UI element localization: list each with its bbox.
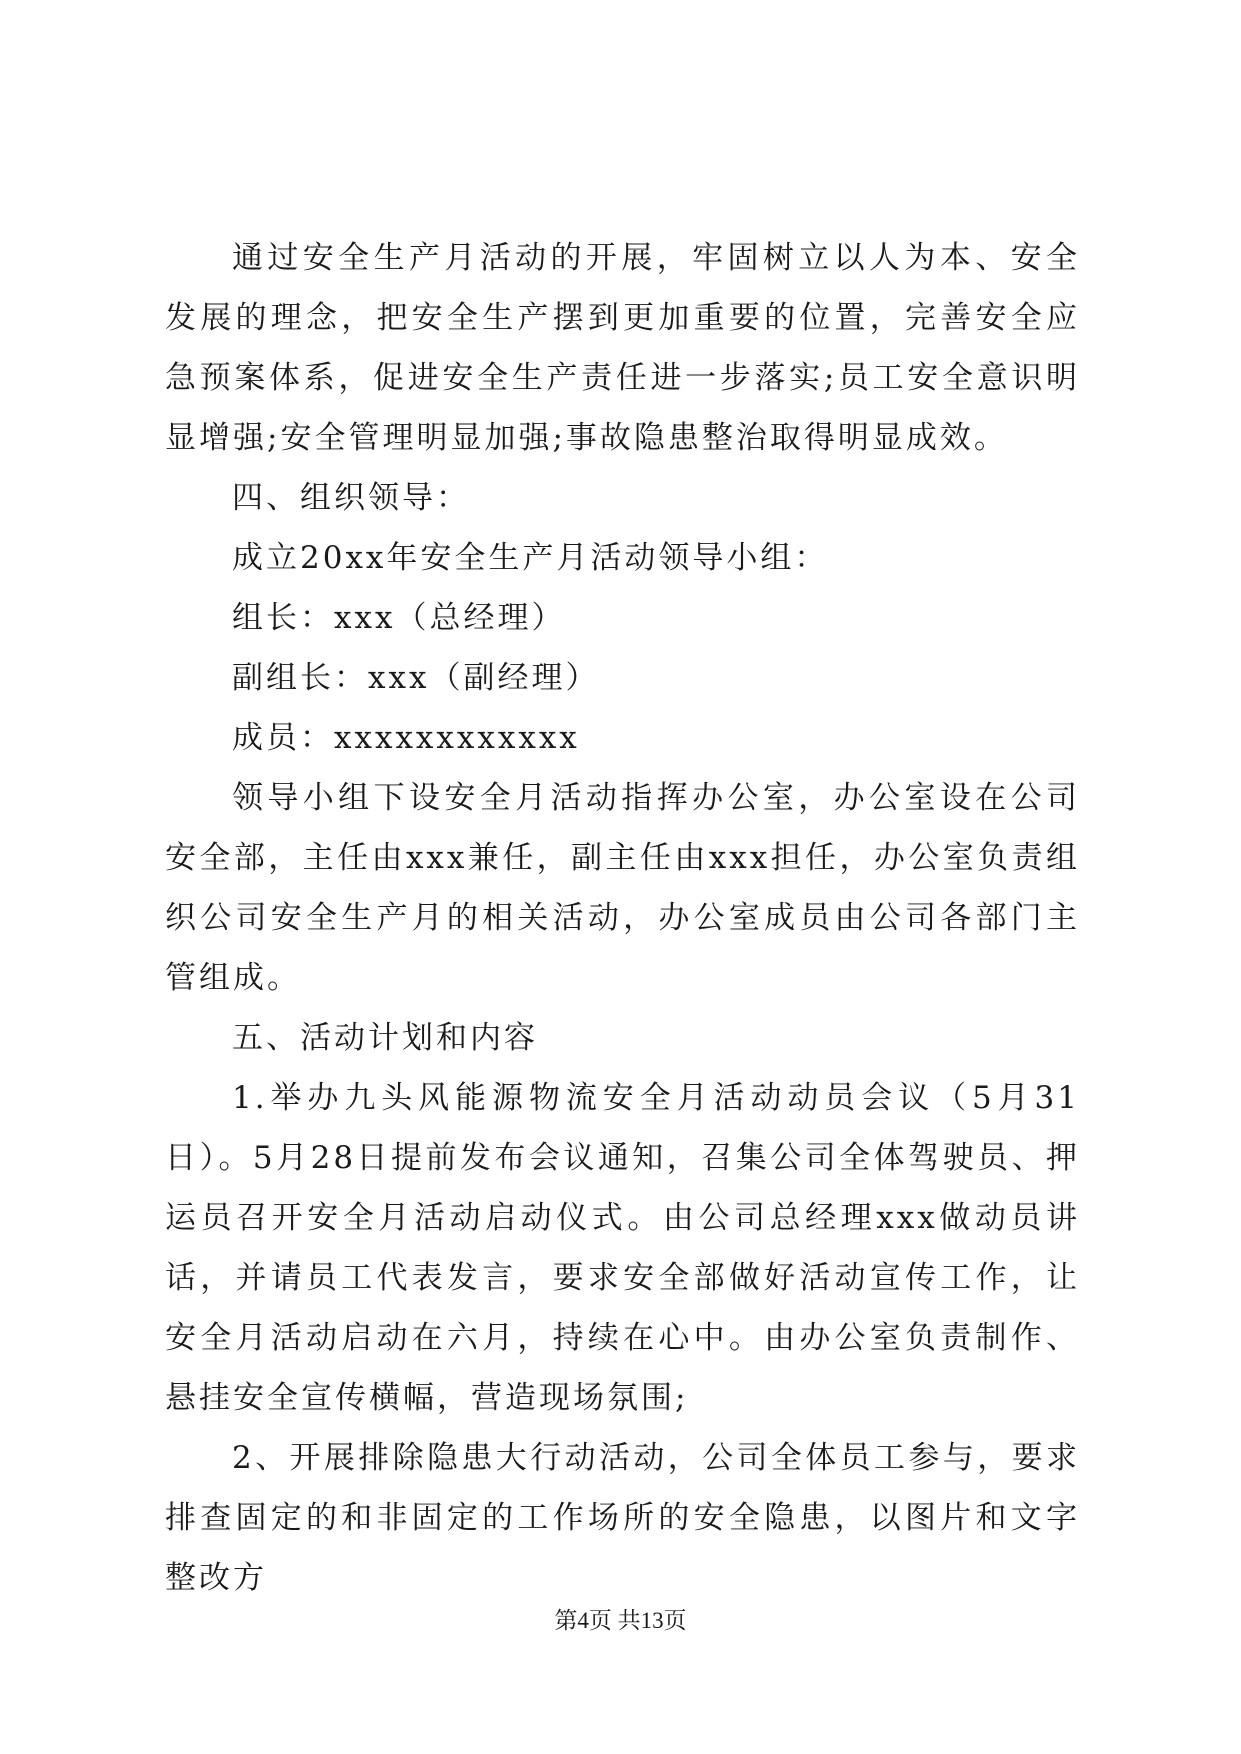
paragraph-item-2: 2、开展排除隐患大行动活动，公司全体员工参与，要求排查固定的和非固定的工作场所的安全隐患，以图片和文字整改方	[165, 1440, 1080, 1596]
paragraph-item-1: 1.举办九头风能源物流安全月活动动员会议（5月31日）。5月28日提前发布会议通知，召集公司全体驾驶员、押运员召开安全月活动启动仪式。由公司总经理xxx做动员讲话，并请员工代表发言，要求安全部做好活动宣传工作，让安全月活动启动在六月，持续在心中。由办公室负责制作、悬挂安全宣传横幅，营造现场氛围;	[165, 1080, 1080, 1416]
section-heading-activity-plan: 五、活动计划和内容	[232, 1020, 538, 1056]
document-body	[165, 228, 1080, 1608]
page-number-footer: 第4页 共13页	[554, 1608, 687, 1633]
paragraph-goal: 通过安全生产月活动的开展，牢固树立以人为本、安全发展的理念，把安全生产摆到更加重要的位置，完善安全应急预案体系，促进安全生产责任进一步落实;员工安全意识明显增强;安全管理明显加强;事故隐患整治取得明显成效。	[165, 240, 1080, 456]
paragraph-deputy-leader: 副组长：xxx（副经理）	[232, 660, 600, 696]
paragraph-office: 领导小组下设安全月活动指挥办公室，办公室设在公司安全部，主任由xxx兼任，副主任由xxx担任，办公室负责组织公司安全生产月的相关活动，办公室成员由公司各部门主管组成。	[165, 780, 1080, 996]
paragraph-leading-group: 成立20xx年安全生产月活动领导小组：	[232, 540, 829, 576]
paragraph-members: 成员：xxxxxxxxxxxx	[232, 720, 580, 756]
section-heading-organization: 四、组织领导：	[232, 480, 470, 516]
paragraph-group-leader: 组长：xxx（总经理）	[232, 600, 566, 636]
